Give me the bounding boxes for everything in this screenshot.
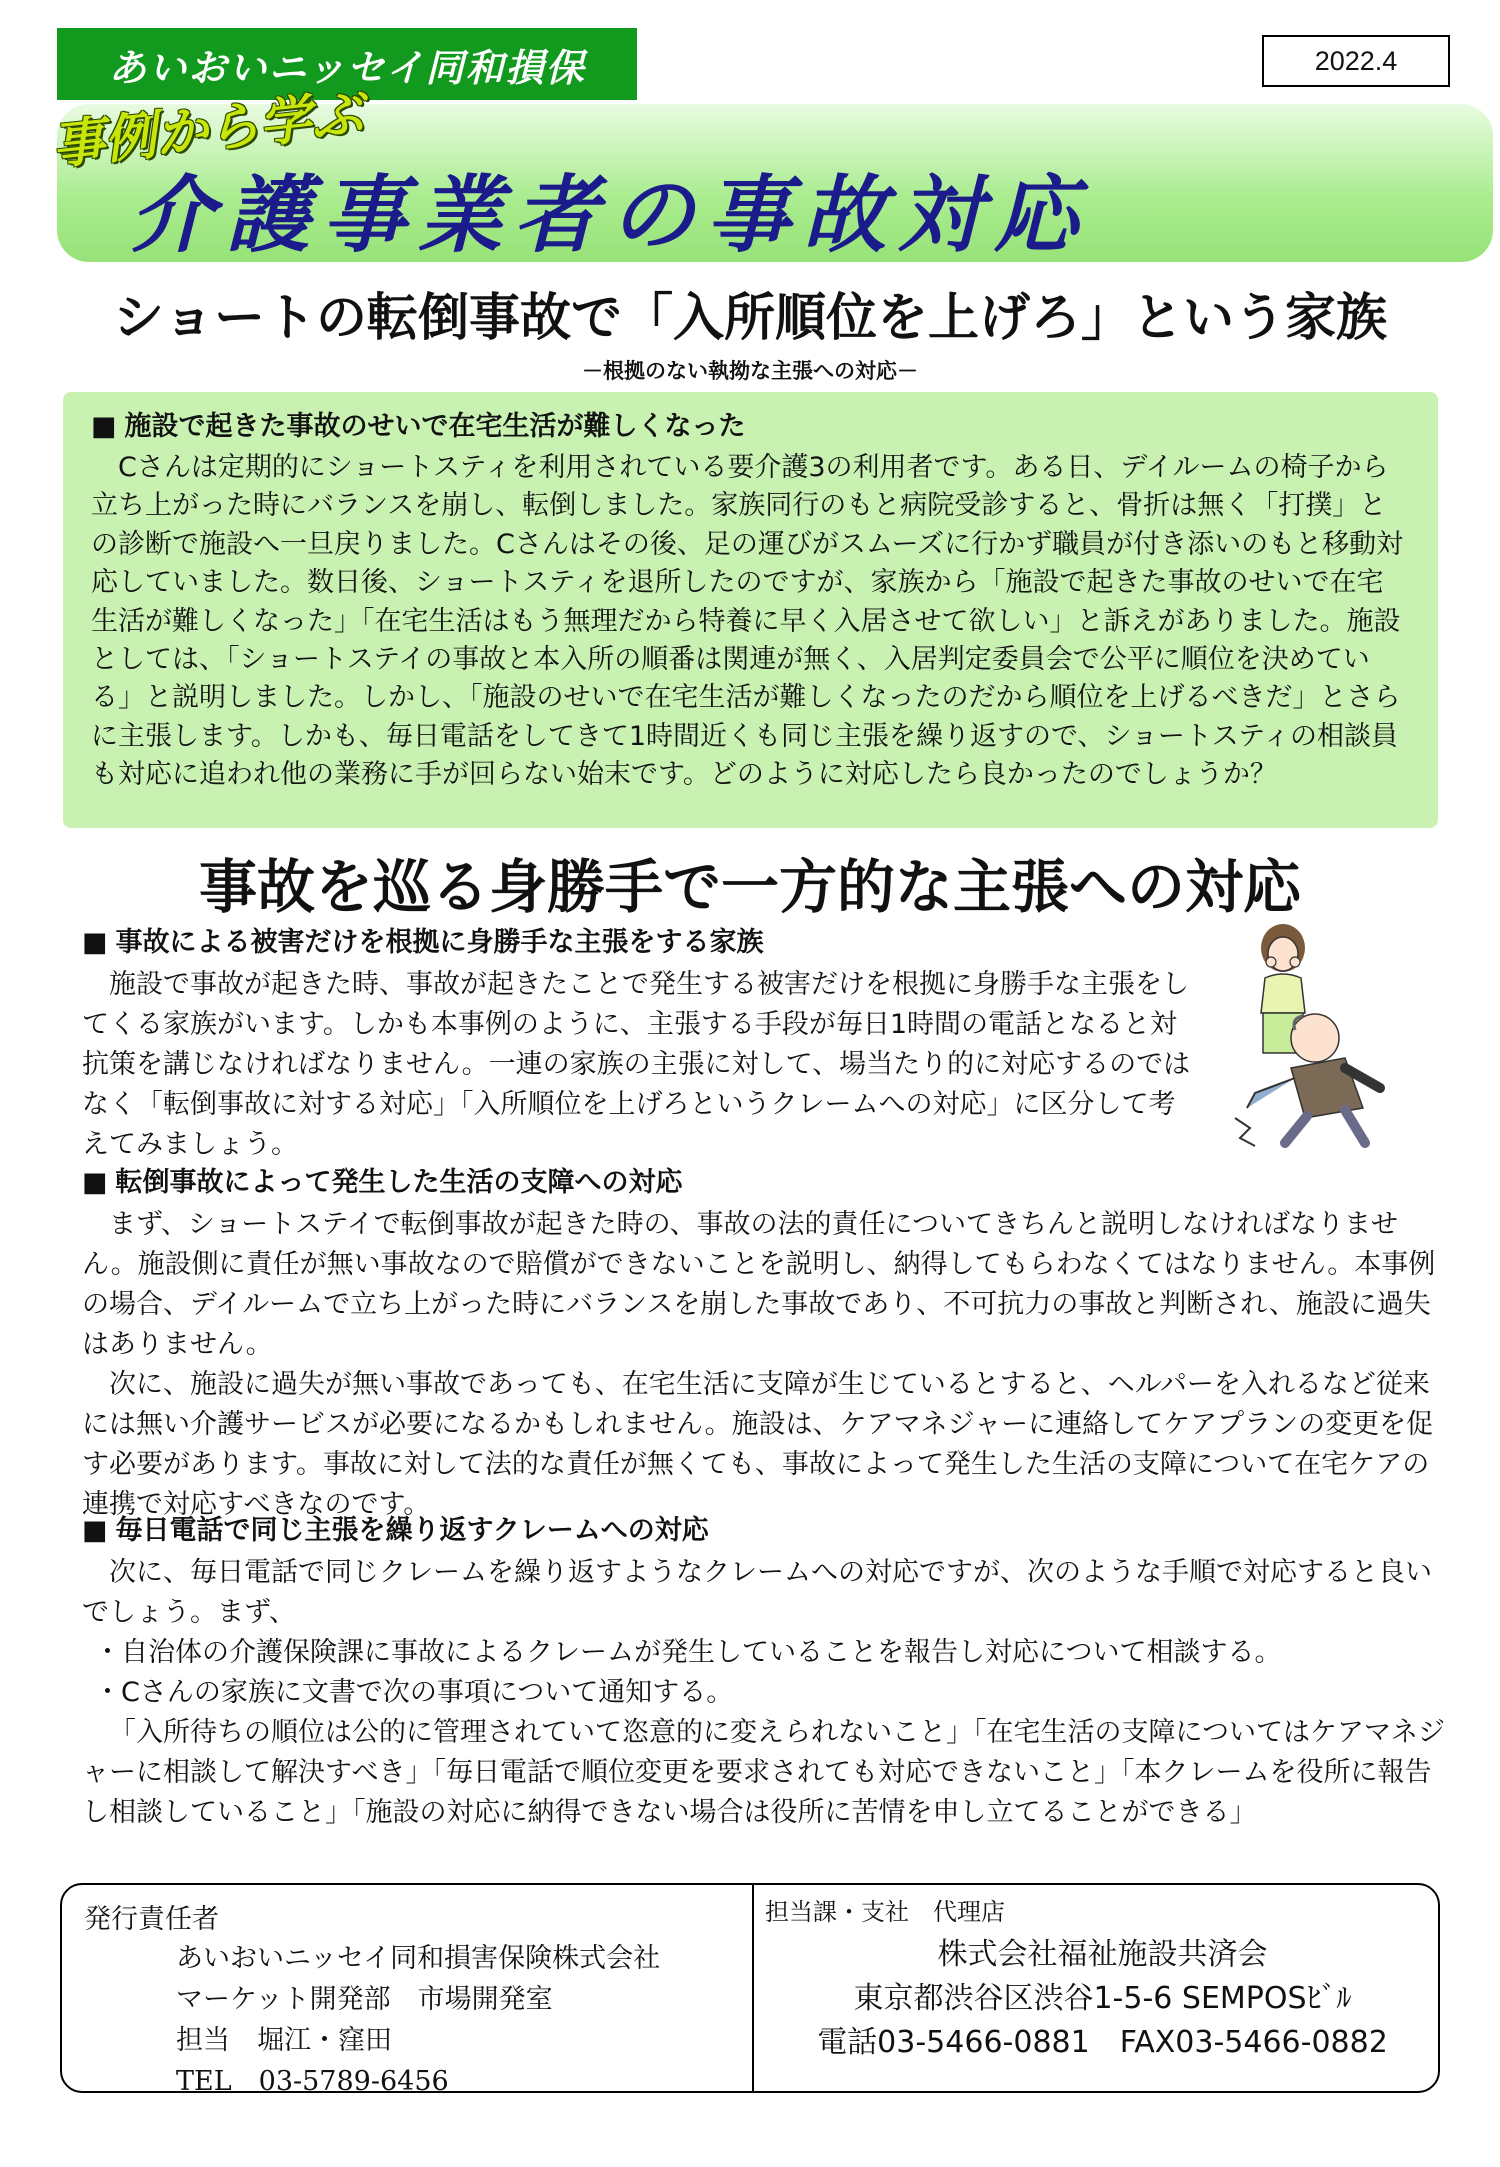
publisher-dept: マーケット開発部 市場開発室 (176, 1984, 553, 2015)
case-title: ショートの転倒事故で「入所順位を上げろ」という家族 (113, 289, 1387, 348)
section-b-heading (82, 1160, 1447, 1199)
section-c (82, 1508, 1447, 1833)
bullet-square-icon: ■ (91, 411, 117, 442)
footer-divider (752, 1883, 754, 2093)
section-b-body-2: 次に、施設に過失が無い事故であっても、在宅生活に支障が生じているとすると、ヘルパーを入れるなど従来には無い介護サービスが必要になるかもしれません。施設は、ケアマネジャーに連絡してケアプランの変更を促す必要があります。事故に対して法的な責任が無くても、事故によって発生した生活の支障について在宅ケアの連携で対応すべきなのです。 (82, 1369, 1434, 1520)
issue-date: 2022.4 (1262, 35, 1450, 87)
case-heading-text: 施設で起きた事故のせいで在宅生活が難しくなった (124, 411, 746, 442)
section-b-body-1: まず、ショートステイで転倒事故が起きた時の、事故の法的責任についてきちんと説明しなければなりません。施設側に責任が無い事故なので賠償ができないことを説明し、納得してもらわなくてはなりません。本事例の場合、デイルームで立ち上がった時にバランスを崩した事故であり、不可抗力の事故と判断され、施設に過失はありません。 (82, 1209, 1436, 1360)
section-title: 事故を巡る身勝手で一方的な主張への対応 (198, 853, 1301, 921)
publisher-company: あいおいニッセイ同和損害保険株式会社 (176, 1943, 661, 1974)
agency-label: 担当課・支社 代理店 (765, 1898, 1005, 1926)
section-c-body-2: 「入所待ちの順位は公的に管理されていて恣意的に変えられないこと」「在宅生活の支障についてはケアマネジャーに相談して解決すべき」「毎日電話で順位変更を要求されても対応できないこと」「本クレームを役所に報告し相談していること」「施設の対応に納得できない場合は役所に苦情を申し立てることができる」 (82, 1717, 1445, 1828)
case-subtitle: －根拠のない執拗な主張への対応－ (582, 359, 918, 383)
case-box (63, 392, 1438, 828)
fallen-man-icon (1235, 1014, 1380, 1146)
series-label: 事例から学ぶ (49, 84, 366, 177)
section-a-heading-text: 事故による被害だけを根拠に身勝手な主張をする家族 (115, 927, 764, 958)
section-c-bullet-2: ・Cさんの家族に文書で次の事項について通知する。 (94, 1677, 734, 1708)
section-c-heading-text: 毎日電話で同じ主張を繰り返すクレームへの対応 (115, 1515, 709, 1546)
section-c-heading (82, 1508, 1447, 1547)
agency-info (765, 1892, 1440, 2065)
section-a (82, 920, 1192, 1165)
publisher-tel: TEL 03-5789-6456 (176, 2066, 449, 2097)
case-heading (91, 404, 1410, 443)
agency-phone: 電話03-5466-0881 FAX03-5466-0882 (817, 2025, 1388, 2060)
section-c-bullet-1: ・自治体の介護保険課に事故によるクレームが発生していることを報告し対応について相談する。 (94, 1637, 1282, 1668)
bullet-square-icon: ■ (82, 1167, 108, 1198)
section-a-heading (82, 920, 1192, 959)
section-b-heading-text: 転倒事故によって発生した生活の支障への対応 (115, 1167, 683, 1198)
publisher-staff: 担当 堀江・窪田 (176, 2025, 392, 2056)
fall-illustration (1195, 918, 1395, 1158)
brand-label: あいおいニッセイ同和損保 (57, 28, 637, 100)
bullet-square-icon: ■ (82, 927, 108, 958)
bullet-square-icon: ■ (82, 1515, 108, 1546)
agency-name: 株式会社福祉施設共済会 (937, 1937, 1268, 1972)
publisher-label: 発行責任者 (84, 1904, 219, 1935)
agency-address: 東京都渋谷区渋谷1-5-6 SEMPOSﾋﾞﾙ (853, 1981, 1352, 2016)
publisher-info (84, 1897, 744, 2104)
section-c-body-1: 次に、毎日電話で同じクレームを繰り返すようなクレームへの対応ですが、次のような手順で対応すると良いでしょう。まず、 (82, 1557, 1432, 1628)
main-title: 介護事業者の事故対応 (130, 166, 1091, 264)
section-b (82, 1160, 1447, 1525)
section-a-body: 施設で事故が起きた時、事故が起きたことで発生する被害だけを根拠に身勝手な主張をしてくる家族がいます。しかも本事例のように、主張する手段が毎日1時間の電話となると対抗策を講じなければなりません。一連の家族の主張に対して、場当たり的に対応するのではなく「転倒事故に対する対応」「入所順位を上げろというクレームへの対応」に区分して考えてみましょう。 (82, 969, 1191, 1160)
case-body: Cさんは定期的にショートスティを利用されている要介護3の利用者です。ある日、デイルームの椅子から立ち上がった時にバランスを崩し、転倒しました。家族同行のもと病院受診すると、骨折は無く「打撲」との診断で施設へ一旦戻りました。Cさんはその後、足の運びがスムーズに行かず職員が付き添いのもと移動対応していました。数日後、ショートスティを退所したのですが、家族から「施設で起きた事故のせいで在宅生活が難しくなった」「在宅生活はもう無理だから特養に早く入居させて欲しい」と訴えがありました。施設としては、「ショートステイの事故と本入所の順番は関連が無く、入居判定委員会で公平に順位を決めている」と説明しました。しかし、「施設のせいで在宅生活が難しくなったのだから順位を上げるべきだ」とさらに主張します。しかも、毎日電話をしてきて1時間近くも同じ主張を繰り返すので、ショートスティの相談員も対応に追われ他の業務に手が回らない始末です。どのように対応したら良かったのでしょうか？ (91, 452, 1404, 791)
